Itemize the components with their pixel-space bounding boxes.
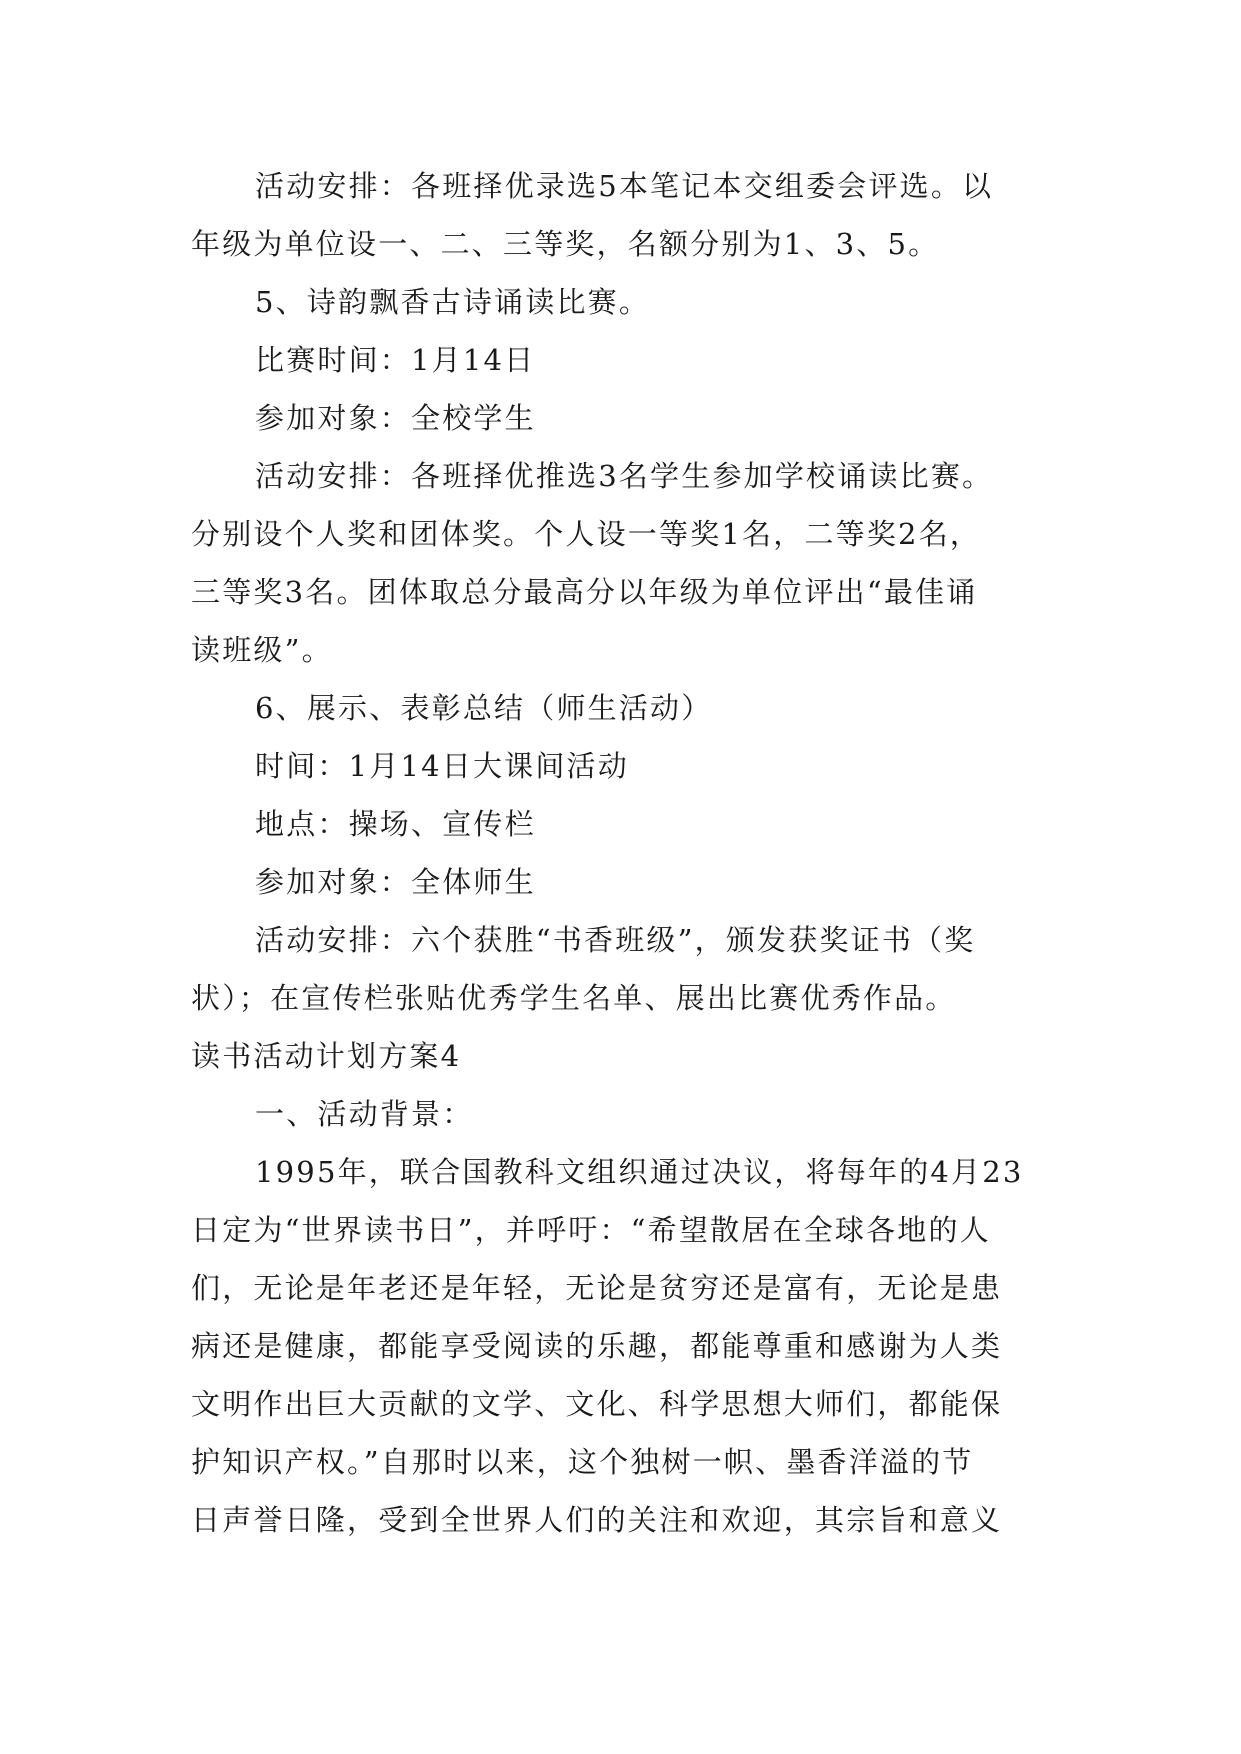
paragraph-line: 活动安排：各班择优录选5本笔记本交组委会评选。以 bbox=[255, 169, 994, 203]
paragraph-line: 文明作出巨大贡献的文学、文化、科学思想大师们，都能保 bbox=[191, 1387, 1003, 1421]
paragraph-line: 活动安排：各班择优推选3名学生参加学校诵读比赛。 bbox=[255, 459, 994, 493]
section-heading: 6、展示、表彰总结（师生活动） bbox=[255, 691, 713, 725]
section-heading: 5、诗韵飘香古诗诵读比赛。 bbox=[255, 285, 651, 319]
paragraph-line: 年级为单位设一、二、三等奖，名额分别为1、3、5。 bbox=[191, 227, 940, 261]
paragraph-line: 日定为“世界读书日”，并呼吁：“希望散居在全球各地的人 bbox=[191, 1213, 991, 1247]
paragraph-line: 地点：操场、宣传栏 bbox=[255, 807, 536, 841]
paragraph-line: 状）；在宣传栏张贴优秀学生名单、展出比赛优秀作品。 bbox=[191, 981, 957, 1015]
paragraph-line: 日声誉日隆，受到全世界人们的关注和欢迎，其宗旨和意义 bbox=[191, 1503, 1003, 1537]
section-heading: 一、活动背景： bbox=[255, 1097, 474, 1131]
paragraph-line: 们，无论是年老还是年轻，无论是贫穷还是富有，无论是患 bbox=[191, 1271, 1003, 1305]
document-title: 读书活动计划方案4 bbox=[191, 1039, 462, 1073]
paragraph-line: 时间：1月14日大课间活动 bbox=[255, 749, 629, 783]
paragraph-line: 1995年，联合国教科文组织通过决议，将每年的4月23 bbox=[255, 1155, 1024, 1189]
paragraph-line: 三等奖3名。团体取总分最高分以年级为单位评出“最佳诵 bbox=[191, 575, 978, 609]
paragraph-line: 参加对象：全体师生 bbox=[255, 865, 536, 899]
paragraph-line: 分别设个人奖和团体奖。个人设一等奖1名，二等奖2名， bbox=[191, 517, 982, 551]
paragraph-line: 参加对象：全校学生 bbox=[255, 401, 536, 435]
paragraph-line: 病还是健康，都能享受阅读的乐趣，都能尊重和感谢为人类 bbox=[191, 1329, 1003, 1363]
paragraph-line: 活动安排：六个获胜“书香班级”，颁发获奖证书（奖 bbox=[255, 923, 976, 957]
paragraph-line: 比赛时间：1月14日 bbox=[255, 343, 536, 377]
paragraph-line: 读班级”。 bbox=[191, 633, 333, 667]
paragraph-line: 护知识产权。”自那时以来，这个独树一帜、墨香洋溢的节 bbox=[191, 1445, 974, 1479]
